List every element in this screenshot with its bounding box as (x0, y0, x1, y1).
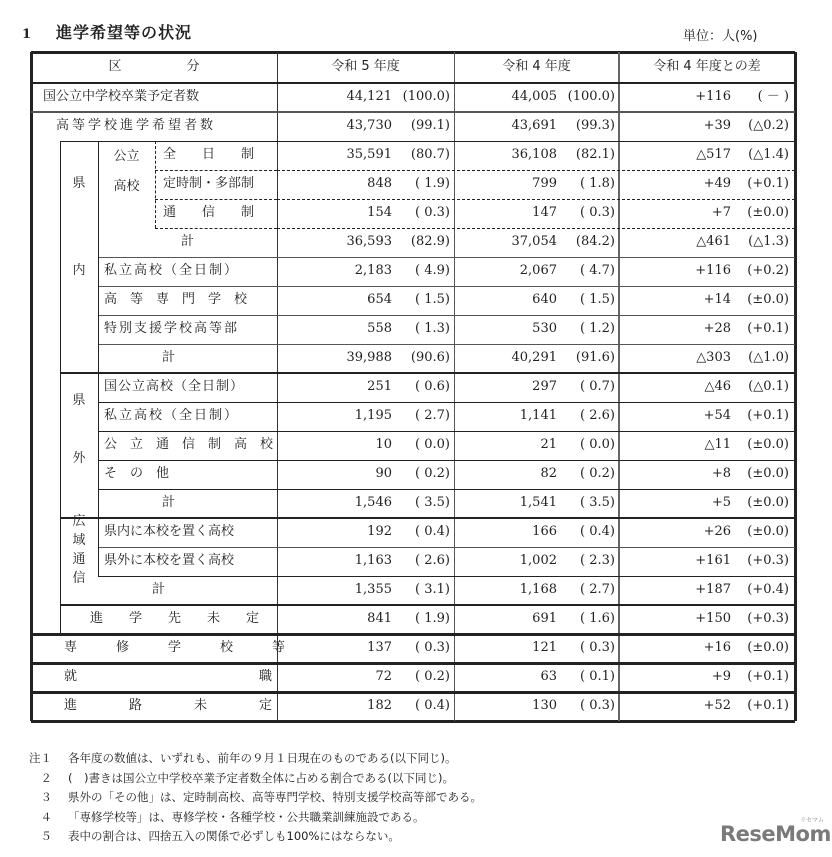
group-label-koiki: 通 (72, 552, 86, 567)
value-r4: 640 (532, 292, 557, 307)
percent-r5: ( 0.4) (415, 524, 450, 539)
percent-diff: (+0.4) (747, 582, 789, 597)
table-border (31, 691, 277, 694)
percent-diff: (±0.0) (747, 205, 789, 220)
page-title (22, 20, 192, 43)
value-r5: 848 (367, 176, 392, 191)
value-r4: 121 (532, 640, 557, 655)
value-diff: +161 (695, 553, 731, 568)
percent-r4: ( 0.7) (580, 379, 615, 394)
percent-r4: (99.3) (575, 118, 615, 133)
group-label-kennai: 県 (72, 176, 86, 191)
percent-r5: ( 0.4) (415, 698, 450, 713)
table-border (31, 111, 277, 113)
value-r5: 1,355 (354, 582, 392, 597)
value-diff: +5 (711, 495, 731, 510)
value-r4: 2,067 (519, 263, 557, 278)
value-r5: 36,593 (346, 234, 392, 249)
value-diff: △46 (704, 379, 731, 394)
table-border (98, 460, 277, 461)
value-r5: 1,163 (354, 553, 392, 568)
row-label: 通 信 制 (163, 205, 255, 220)
percent-r5: ( 0.2) (415, 669, 450, 684)
group-label-koiki: 広 (72, 514, 86, 529)
percent-r5: ( 2.7) (415, 408, 450, 423)
percent-r5: ( 1.9) (415, 176, 450, 191)
table-border (277, 111, 795, 113)
value-diff: +9 (711, 669, 731, 684)
table-border (31, 51, 795, 54)
table-border (31, 633, 277, 636)
row-label: 国公立中学校卒業予定者数 (43, 89, 200, 104)
table-border (155, 141, 156, 228)
percent-r5: ( 1.9) (415, 611, 450, 626)
percent-r5: ( 0.2) (415, 466, 450, 481)
value-diff: △461 (696, 234, 731, 249)
row-label: 就 職 (64, 669, 273, 684)
group-label-koritsu: 高校 (113, 179, 140, 194)
value-diff: +16 (703, 640, 731, 655)
table-border (277, 547, 795, 548)
row-label: 進 路 未 定 (64, 698, 273, 713)
value-r4: 36,108 (511, 147, 557, 162)
value-r4: 147 (532, 205, 557, 220)
table-border (277, 460, 795, 461)
resemom-logo: ReseMom (720, 822, 831, 846)
value-r5: 44,121 (346, 89, 392, 104)
percent-diff: (△0.1) (748, 379, 789, 394)
row-label: 進 学 先 未 定 (90, 611, 260, 626)
value-diff: +8 (711, 466, 731, 481)
percent-r4: ( 0.4) (580, 524, 615, 539)
row-label: 県内に本校を置く高校 (104, 524, 235, 539)
value-r4: 1,541 (519, 495, 557, 510)
value-r5: 558 (367, 321, 392, 336)
row-label: 高 等 専 門 学 校 (104, 292, 248, 307)
table-border (277, 662, 795, 665)
value-diff: +14 (703, 292, 731, 307)
percent-r5: ( 0.6) (415, 379, 450, 394)
row-label: 計 (151, 582, 165, 597)
percent-diff: (△0.2) (748, 118, 789, 133)
value-r4: 691 (532, 611, 557, 626)
group-label-kengai: 外 (72, 451, 86, 466)
percent-r5: ( 0.0) (415, 437, 450, 452)
percent-diff: (△1.3) (748, 234, 789, 249)
group-label-koiki: 信 (72, 571, 86, 586)
row-label: 私立高校（全日制） (104, 263, 240, 278)
percent-r5: ( 0.3) (415, 640, 450, 655)
percent-r4: ( 4.7) (580, 263, 615, 278)
value-diff: +54 (703, 408, 731, 423)
footnote-text: 各年度の数値は、いずれも、前年の９月１日現在のものである(以下同じ)。 (68, 751, 457, 765)
percent-r4: ( 0.1) (580, 669, 615, 684)
footnote (20, 769, 482, 789)
table-border (155, 170, 277, 171)
value-diff: +116 (695, 89, 731, 104)
table-border (155, 199, 277, 200)
percent-diff: (±0.0) (747, 437, 789, 452)
table-border (60, 604, 277, 606)
percent-r4: ( 0.2) (580, 466, 615, 481)
percent-r4: ( 2.6) (580, 408, 615, 423)
value-diff: △517 (696, 147, 731, 162)
table-border (30, 52, 33, 721)
table-border (277, 604, 795, 606)
value-r5: 154 (367, 205, 392, 220)
value-diff: +28 (703, 321, 731, 336)
percent-r4: (84.2) (575, 234, 615, 249)
table-border (277, 633, 795, 636)
value-r4: 21 (540, 437, 557, 452)
value-r5: 35,591 (346, 147, 392, 162)
percent-r5: ( 3.5) (415, 495, 450, 510)
row-label: 計 (161, 350, 175, 365)
footnote-number: ３ (40, 790, 52, 804)
table-border (277, 257, 795, 258)
row-label: 定時制・多部制 (163, 176, 255, 191)
value-r4: 63 (540, 669, 557, 684)
value-r5: 841 (367, 611, 392, 626)
table-border (277, 315, 795, 316)
value-diff: △303 (696, 350, 731, 365)
table-border (277, 141, 795, 142)
header-r5: 令和 5 年度 (331, 59, 400, 74)
footnote-text: 表中の割合は、四捨五入の関係で必ずしも100%にはならない。 (68, 829, 400, 843)
percent-r4: ( 1.2) (580, 321, 615, 336)
table-border (277, 344, 795, 345)
value-diff: +26 (703, 524, 731, 539)
percent-diff: (+0.3) (747, 611, 789, 626)
row-label: 特別支援学校高等部 (104, 321, 240, 336)
table-border (277, 286, 795, 287)
value-r5: 182 (367, 698, 392, 713)
table-border (98, 344, 277, 345)
footnotes (20, 749, 482, 847)
value-r5: 1,546 (354, 495, 392, 510)
percent-diff: (±0.0) (747, 292, 789, 307)
percent-r4: (100.0) (567, 89, 615, 104)
percent-diff: (±0.0) (747, 640, 789, 655)
row-label: 県外に本校を置く高校 (104, 553, 235, 568)
value-diff: +150 (695, 611, 731, 626)
table-border (277, 576, 795, 577)
header-category: 区 分 (108, 59, 200, 74)
value-diff: +7 (711, 205, 731, 220)
value-r4: 130 (532, 698, 557, 713)
percent-r5: ( 1.3) (415, 321, 450, 336)
value-r5: 90 (375, 466, 392, 481)
footnote-number: 注１ (29, 751, 52, 765)
footnote-text: 県外の「その他」は、定時制高校、高等専門学校、特別支援学校高等部である。 (68, 790, 482, 804)
percent-r4: ( 0.0) (580, 437, 615, 452)
section-number: 1 (22, 27, 33, 42)
value-diff: +49 (703, 176, 731, 191)
percent-r5: (82.9) (410, 234, 450, 249)
table-border (98, 402, 277, 403)
value-diff: △11 (704, 437, 731, 452)
percent-r4: ( 1.5) (580, 292, 615, 307)
table-border (98, 518, 99, 576)
percent-diff: (△1.0) (748, 350, 789, 365)
percent-r4: ( 0.3) (580, 640, 615, 655)
header-diff: 令和 4 年度との差 (653, 59, 761, 74)
percent-diff: (+0.3) (747, 553, 789, 568)
header-r4: 令和 4 年度 (502, 59, 571, 74)
percent-diff: (±0.0) (747, 524, 789, 539)
percent-r5: (90.6) (410, 350, 450, 365)
value-r4: 1,002 (519, 553, 557, 568)
value-r4: 43,691 (511, 118, 557, 133)
table-border (60, 372, 277, 374)
table-border (277, 517, 795, 519)
table-border (277, 199, 795, 200)
value-r4: 44,005 (511, 89, 557, 104)
value-r5: 10 (375, 437, 392, 452)
resemom-logo-sub: リセマム (800, 817, 824, 824)
table-border (98, 431, 277, 432)
group-label-koritsu: 公立 (113, 149, 140, 164)
percent-r4: (82.1) (575, 147, 615, 162)
value-r5: 137 (367, 640, 392, 655)
value-diff: +116 (695, 263, 731, 278)
percent-diff: (+0.1) (747, 176, 789, 191)
table-border (98, 547, 277, 548)
value-diff: +187 (695, 582, 731, 597)
percent-r4: ( 1.6) (580, 611, 615, 626)
group-label-kennai: 内 (72, 263, 86, 278)
row-label: 私立高校（全日制） (104, 408, 240, 423)
value-r5: 192 (367, 524, 392, 539)
row-label: 高等学校進学希望者数 (56, 118, 217, 133)
percent-r5: ( 3.1) (415, 582, 450, 597)
value-r5: 39,988 (346, 350, 392, 365)
percent-r5: ( 1.5) (415, 292, 450, 307)
row-label: 全 日 制 (163, 147, 255, 162)
table-border (60, 141, 277, 142)
table-border (98, 489, 277, 490)
group-label-koiki: 域 (72, 533, 86, 548)
percent-diff: (△1.4) (748, 147, 789, 162)
value-r5: 251 (367, 379, 392, 394)
value-r5: 654 (367, 292, 392, 307)
value-r5: 43,730 (346, 118, 392, 133)
percent-r5: ( 0.3) (415, 205, 450, 220)
table-border (277, 372, 795, 374)
footnote-number: ４ (40, 809, 52, 824)
percent-r5: (100.0) (402, 89, 450, 104)
percent-diff: ( － ) (757, 89, 789, 104)
percent-r4: ( 1.8) (580, 176, 615, 191)
percent-r4: ( 2.3) (580, 553, 615, 568)
footnote (20, 808, 482, 828)
value-r4: 1,168 (519, 582, 557, 597)
value-r4: 40,291 (511, 350, 557, 365)
row-label: 専 修 学 校 等 (64, 640, 286, 655)
table-border (98, 576, 277, 577)
percent-r4: (91.6) (575, 350, 615, 365)
footnote-text: ( )書きは国公立中学校卒業予定者数全体に占める割合である(以下同じ)。 (68, 770, 454, 785)
table-border (277, 402, 795, 403)
row-label: 計 (161, 495, 175, 510)
value-r5: 2,183 (354, 263, 392, 278)
percent-r5: (80.7) (410, 147, 450, 162)
value-diff: +39 (703, 118, 731, 133)
percent-r5: (99.1) (410, 118, 450, 133)
table-border (98, 315, 277, 316)
percent-r4: ( 0.3) (580, 205, 615, 220)
percent-r4: ( 3.5) (580, 495, 615, 510)
value-r5: 72 (375, 669, 392, 684)
footnote (20, 788, 482, 808)
table-border (31, 720, 795, 723)
percent-diff: (+0.2) (747, 263, 789, 278)
table-border (31, 662, 277, 665)
value-r4: 799 (532, 176, 557, 191)
value-r4: 166 (532, 524, 557, 539)
row-label: 公 立 通 信 制 高 校 (104, 437, 274, 452)
table-border (277, 228, 795, 229)
section-title: 進学希望等の状況 (56, 23, 193, 42)
footnote-text: 「専修学校等」は、専修学校・各種学校・公共職業訓練施設である。 (68, 809, 425, 824)
table-border (31, 82, 795, 84)
percent-diff: (+0.1) (747, 408, 789, 423)
value-r4: 1,141 (519, 408, 557, 423)
value-r4: 297 (532, 379, 557, 394)
percent-r4: ( 2.7) (580, 582, 615, 597)
row-label: そ の 他 (104, 466, 170, 481)
table-border (277, 431, 795, 432)
table-border (98, 141, 99, 373)
footnote-number: ５ (40, 829, 52, 843)
percent-r4: ( 0.3) (580, 698, 615, 713)
value-r4: 82 (540, 466, 557, 481)
row-label: 国公立高校（全日制） (104, 379, 245, 394)
percent-diff: (+0.1) (747, 698, 789, 713)
row-label: 計 (180, 234, 194, 249)
value-diff: +52 (703, 698, 731, 713)
table-border (155, 228, 277, 229)
value-r4: 37,054 (511, 234, 557, 249)
percent-r5: ( 4.9) (415, 263, 450, 278)
percent-diff: (+0.1) (747, 669, 789, 684)
unit-label: 単位：人(%) (683, 29, 758, 44)
footnote (20, 827, 482, 847)
percent-diff: (±0.0) (747, 495, 789, 510)
footnote (20, 749, 482, 769)
group-label-kengai: 県 (72, 393, 86, 408)
table-border (794, 52, 797, 721)
table-border (98, 257, 277, 258)
value-r5: 1,195 (354, 408, 392, 423)
value-r4: 530 (532, 321, 557, 336)
percent-r5: ( 2.6) (415, 553, 450, 568)
table-border (277, 170, 795, 171)
percent-diff: (±0.0) (747, 466, 789, 481)
percent-diff: (+0.1) (747, 321, 789, 336)
footnote-number: ２ (40, 770, 52, 785)
table-border (98, 286, 277, 287)
table-border (277, 489, 795, 490)
table-border (277, 691, 795, 694)
